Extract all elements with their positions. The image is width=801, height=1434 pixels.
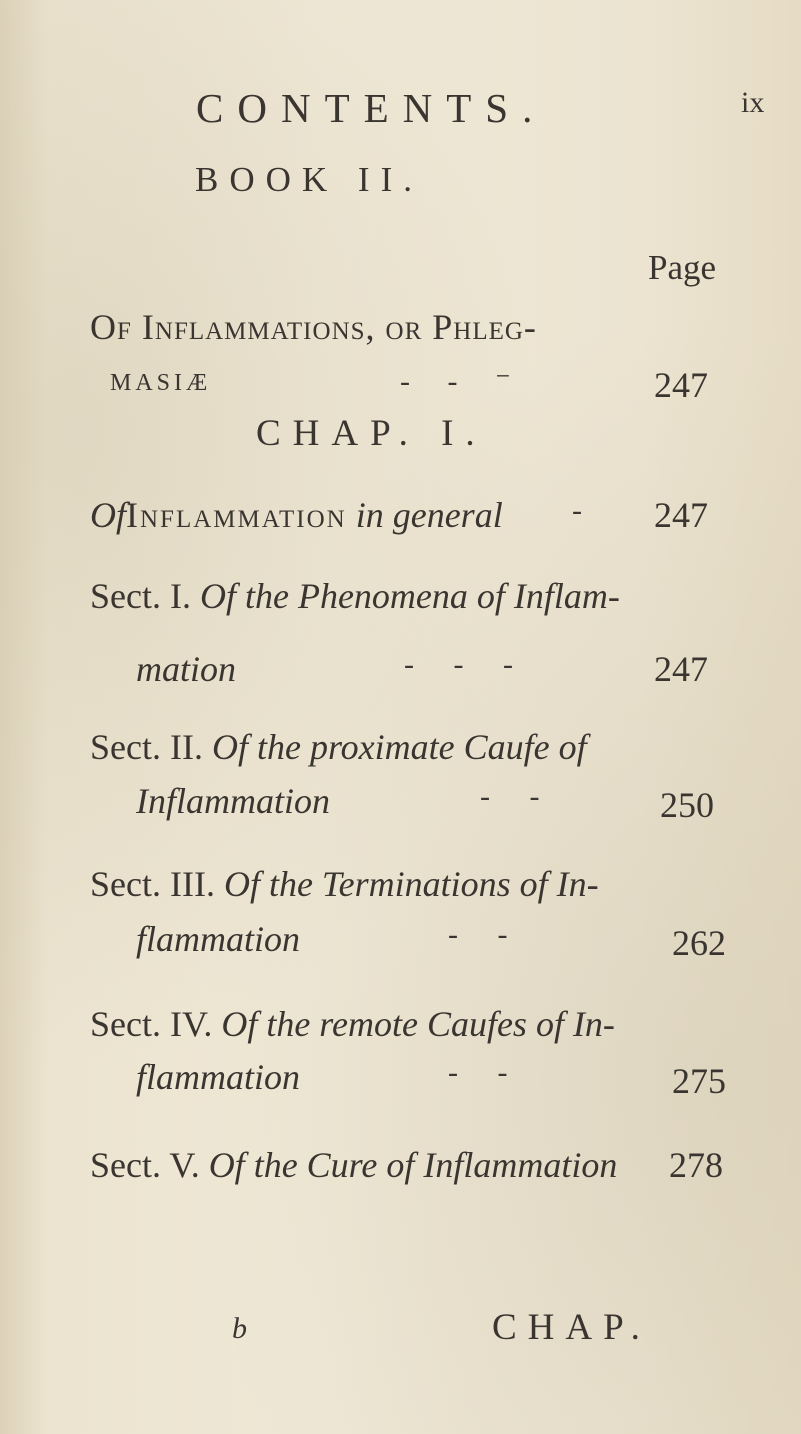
- section-entry-2: [90, 726, 587, 768]
- chapter-entry-main: Inflammation: [126, 495, 347, 535]
- book-entry-page: 247: [654, 365, 708, 405]
- section-entry-3: [90, 863, 599, 905]
- section-title-line1: Of the Cure of Inflammation: [208, 1145, 618, 1185]
- section-entry-5: [90, 1144, 617, 1186]
- section-title-line2: Inflammation: [136, 781, 330, 821]
- section-entry-4: [90, 1003, 615, 1045]
- chapter-entry-suffix: in general: [355, 495, 503, 535]
- section-label: Sect. III.: [90, 864, 215, 904]
- section-title-line1: Of the proximate Caufe of: [211, 727, 587, 767]
- catchword: CHAP.: [492, 1307, 651, 1348]
- section-title-line2: flammation: [136, 1057, 301, 1097]
- section-title-line1: Of the Terminations of In-: [223, 864, 599, 904]
- section-title-line2: mation: [136, 649, 237, 689]
- section-title-line1: Of the Phenomena of Inflam-: [199, 576, 620, 616]
- signature-mark: b: [232, 1312, 247, 1345]
- book-entry-line1: Of Inflammations, or Phleg-: [90, 307, 537, 347]
- book-title: BOOK II.: [195, 160, 423, 199]
- book-entry-line2: MASIÆ: [110, 370, 212, 396]
- chapter-title: CHAP. I.: [256, 413, 487, 454]
- chapter-entry-dash: -: [572, 494, 582, 527]
- section-label: Sect. I.: [90, 576, 191, 616]
- section-dashes: - - -: [404, 648, 513, 681]
- section-dashes: - -: [448, 1056, 508, 1089]
- section-entry-1: [90, 575, 620, 617]
- section-dashes: - -: [448, 918, 508, 951]
- section-label: Sect. IV.: [90, 1004, 213, 1044]
- chapter-entry-page: 247: [654, 495, 708, 535]
- section-dashes: - -: [480, 780, 540, 813]
- chapter-entry-prefix: Of: [90, 495, 126, 535]
- section-title-line2: flammation: [136, 919, 301, 959]
- section-page: 278: [669, 1145, 723, 1185]
- section-title-line1: Of the remote Caufes of In-: [221, 1004, 615, 1044]
- chapter-entry: [90, 494, 503, 536]
- section-page: 275: [672, 1061, 726, 1101]
- book-entry-dashes: - - ⁻: [400, 365, 511, 398]
- running-head: CONTENTS.: [196, 85, 547, 131]
- section-page: 247: [654, 649, 708, 689]
- section-page: 250: [660, 785, 714, 825]
- section-label: Sect. II.: [90, 727, 203, 767]
- section-label: Sect. V.: [90, 1145, 200, 1185]
- page-column-label: Page: [648, 248, 717, 287]
- section-page: 262: [672, 923, 726, 963]
- folio-number: ix: [741, 86, 765, 119]
